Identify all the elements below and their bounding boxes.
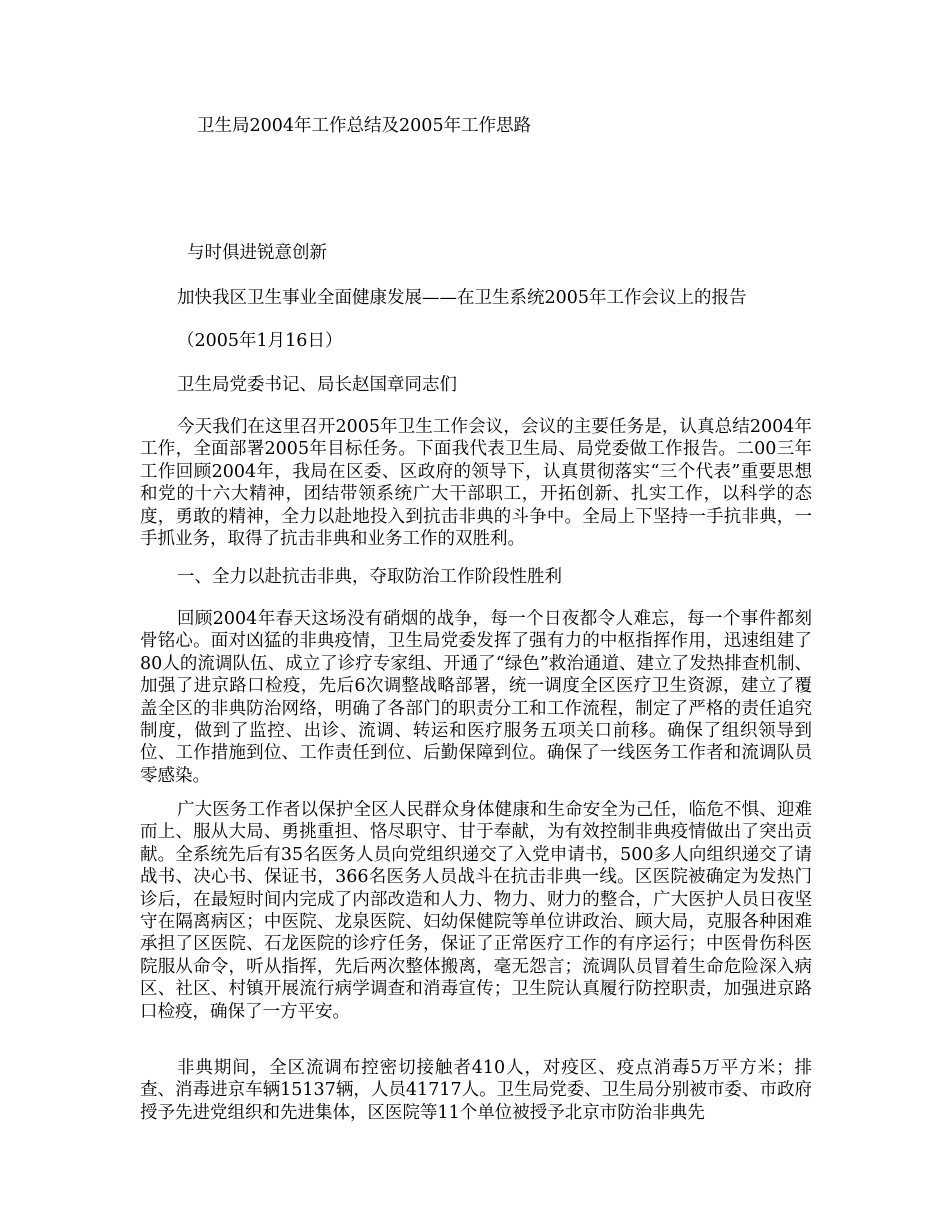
salutation: 卫生局党委书记、局长赵国章同志们 [177, 375, 457, 395]
report-date: （2005年1月16日） [177, 331, 343, 351]
paragraph: 今天我们在这里召开2005年卫生工作会议，会议的主要任务是，认真总结2004年工作，全面部署2005年目标任务。下面我代表卫生局、局党委做工作报告。二00三年工作回顾2004年，我局在区委、区政府的领导下，认真贯彻落实“三个代表”重要思想和党的十六大精神，团结带领系统广大干部职工，开拓创新、扎实工作，以科学的态度，勇敢的精神，全力以赴地投入到抗击非典的斗争中。全局上下坚持一手抗非典，一手抓业务，取得了抗击非典和业务工作的双胜利。 [140, 417, 812, 550]
document-title: 卫生局2004年工作总结及2005年工作思路 [197, 116, 532, 136]
document-subtitle: 与时俱进锐意创新 [187, 243, 327, 263]
paragraph: 非典期间，全区流调布控密切接触者410人，对疫区、疫点消毒5万平方米；排查、消毒进京车辆15137辆，人员41717人。卫生局党委、卫生局分别被市委、市政府授予先进党组织和先进集体，区医院等11个单位被授予北京市防治非典先 [140, 1058, 812, 1123]
report-title: 加快我区卫生事业全面健康发展——在卫生系统2005年工作会议上的报告 [177, 288, 747, 308]
paragraph: 广大医务工作者以保护全区人民群众身体健康和生命安全为己任，临危不惧、迎难而上、服从大局、勇挑重担、恪尽职守、甘于奉献，为有效控制非典疫情做出了突出贡献。全系统先后有35名医务人员向党组织递交了入党申请书，500多人向组织递交了请战书、决心书、保证书，366名医务人员战斗在抗击非典一线。区医院被确定为发热门诊后，在最短时间内完成了内部改造和人力、物力、财力的整合，广大医护人员日夜坚守在隔离病区；中医院、龙泉医院、妇幼保健院等单位讲政治、顾大局，克服各种困难承担了区医院、石龙医院的诊疗任务，保证了正常医疗工作的有序运行；中医骨伤科医院服从命令，听从指挥，先后两次整体搬离，毫无怨言；流调队员冒着生命危险深入病区、社区、村镇开展流行病学调查和消毒宣传；卫生院认真履行防控职责，加强进京路口检疫，确保了一方平安。 [140, 800, 812, 1022]
section-heading: 一、全力以赴抗击非典，夺取防治工作阶段性胜利 [177, 567, 562, 587]
paragraph: 回顾2004年春天这场没有硝烟的战争，每一个日夜都令人难忘，每一个事件都刻骨铭心。面对凶猛的非典疫情，卫生局党委发挥了强有力的中枢指挥作用，迅速组建了80人的流调队伍、成立了诊疗专家组、开通了“绿色”救治通道、建立了发热排查机制、加强了进京路口检疫，先后6次调整战略部署，统一调度全区医疗卫生资源，建立了覆盖全区的非典防治网络，明确了各部门的职责分工和工作流程，制定了严格的责任追究制度，做到了监控、出诊、流调、转运和医疗服务五项关口前移。确保了组织领导到位、工作措施到位、工作责任到位、后勤保障到位。确保了一线医务工作者和流调队员零感染。 [140, 609, 812, 786]
